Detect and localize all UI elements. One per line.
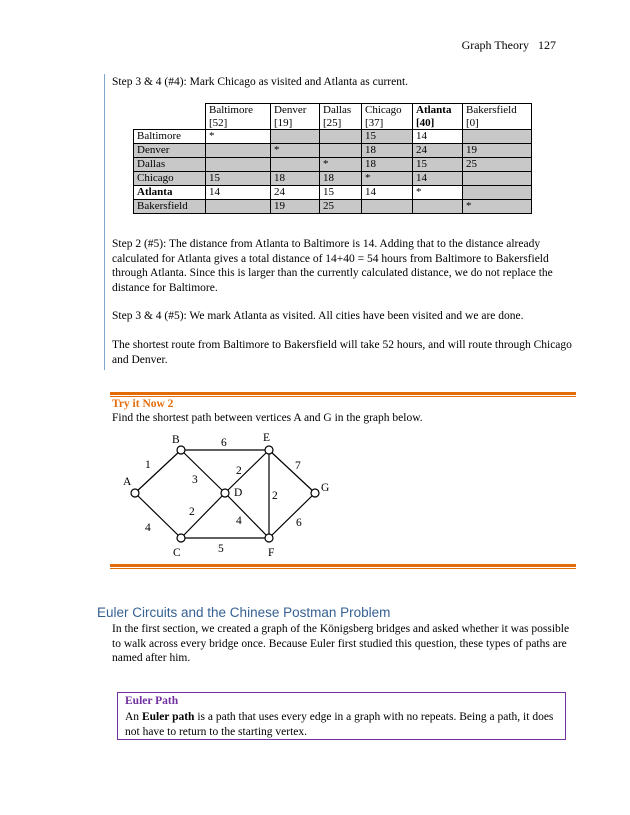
weight-d-f: 4 <box>236 515 242 527</box>
vertex-g <box>311 489 319 497</box>
try-it-top-rule-thin <box>110 396 576 397</box>
vertex-label-a: A <box>123 476 132 488</box>
row-label-denver: Denver <box>134 144 206 158</box>
weight-b-d: 3 <box>192 474 198 486</box>
vertex-b <box>177 446 185 454</box>
table-cell: 14 <box>362 186 413 200</box>
try-it-top-rule <box>110 392 576 395</box>
weight-c-f: 5 <box>218 543 224 555</box>
definition-title: Euler Path <box>125 695 179 707</box>
column-header-baltimore: Baltimore [52] <box>206 104 271 130</box>
table-row <box>134 200 532 214</box>
vertex-a <box>131 489 139 497</box>
table-cell: 15 <box>206 172 271 186</box>
conclusion-text: The shortest route from Baltimore to Bakersfield will take 52 hours, and will route through Chicago and Denver. <box>112 339 572 366</box>
edge-a-c <box>135 493 181 538</box>
weight-e-g: 7 <box>295 460 301 472</box>
table-cell: * <box>413 186 463 200</box>
table-cell <box>206 158 271 172</box>
try-it-text: Find the shortest path between vertices A and G in the graph below. <box>112 412 423 424</box>
column-header-dallas: Dallas [25] <box>320 104 362 130</box>
table-cell: 14 <box>206 186 271 200</box>
definition-text-prefix: An <box>125 711 142 723</box>
edge-d-e <box>225 450 269 493</box>
vertex-d <box>221 489 229 497</box>
table-cell: 25 <box>320 200 362 214</box>
vertex-e <box>265 446 273 454</box>
table-cell <box>206 144 271 158</box>
column-header-chicago: Chicago [37] <box>362 104 413 130</box>
table-cell: * <box>362 172 413 186</box>
definition-text <box>125 710 560 739</box>
table-cell: 25 <box>463 158 532 172</box>
step-2-text-5: Step 2 (#5): The distance from Atlanta to Baltimore is 14. Adding that to the distance already calculated for Atlanta gives a total distance of 14+40 = 54 hours from Baltimore to Bakersfield through Atlanta. Since this is larger than the currently calculated distance, we do not replace the distance for Baltimore. <box>112 238 553 294</box>
weight-f-g: 6 <box>296 517 302 529</box>
table-cell: 18 <box>362 158 413 172</box>
vertex-label-d: D <box>234 487 243 499</box>
column-header-denver: Denver [19] <box>271 104 320 130</box>
table-row <box>134 130 532 144</box>
page-number: 127 <box>538 38 556 52</box>
table-row <box>134 158 532 172</box>
graph-vertices <box>131 446 319 542</box>
step-3-4-text-4: Step 3 & 4 (#4): Mark Chicago as visited and Atlanta as current. <box>112 76 409 88</box>
weighted-graph <box>110 428 350 563</box>
table-cell: * <box>463 200 532 214</box>
table-cell <box>271 158 320 172</box>
table-cell: * <box>206 130 271 144</box>
table-cell: 15 <box>413 158 463 172</box>
table-cell <box>271 130 320 144</box>
weight-c-d: 2 <box>189 506 195 518</box>
table-cell: 18 <box>362 144 413 158</box>
example-sidebar-line <box>104 74 105 370</box>
table-cell: * <box>271 144 320 158</box>
row-label-atlanta: Atlanta <box>134 186 206 200</box>
table-cell <box>362 200 413 214</box>
weight-b-e: 6 <box>221 437 227 449</box>
vertex-label-g: G <box>321 482 330 494</box>
try-it-title: Try it Now 2 <box>112 398 174 410</box>
step-3-4-text-5: Step 3 & 4 (#5): We mark Atlanta as visited. All cities have been visited and we are done. <box>112 310 524 322</box>
row-label-chicago: Chicago <box>134 172 206 186</box>
vertex-label-c: C <box>173 547 181 559</box>
edge-e-g <box>269 450 315 493</box>
table-cell <box>463 172 532 186</box>
vertex-c <box>177 534 185 542</box>
edge-a-b <box>135 450 181 493</box>
table-cell: 24 <box>413 144 463 158</box>
table-header-row <box>134 104 532 130</box>
table-row <box>134 172 532 186</box>
table-cell: 18 <box>271 172 320 186</box>
table-cell <box>463 186 532 200</box>
try-it-bottom-rule-thin <box>110 568 576 569</box>
edge-b-d <box>181 450 225 493</box>
row-label-dallas: Dallas <box>134 158 206 172</box>
distance-table <box>133 103 532 214</box>
weight-a-b: 1 <box>145 459 151 471</box>
page-header <box>462 38 556 53</box>
table-row <box>134 144 532 158</box>
vertex-label-f: F <box>268 547 275 559</box>
edge-c-d <box>181 493 225 538</box>
chapter-title: Graph Theory <box>461 38 529 52</box>
column-header-bakersfield: Bakersfield [0] <box>463 104 532 130</box>
row-label-baltimore: Baltimore <box>134 130 206 144</box>
table-cell: 15 <box>320 186 362 200</box>
table-cell: 15 <box>362 130 413 144</box>
table-cell: 19 <box>463 144 532 158</box>
section-body-text: In the first section, we created a graph of the Königsberg bridges and asked whether it was possible to walk across every bridge once. Because Euler first studied this question, these types of paths are named after him. <box>112 623 570 664</box>
table-cell: 24 <box>271 186 320 200</box>
vertex-label-e: E <box>263 432 271 444</box>
weight-e-f: 2 <box>272 490 278 502</box>
try-it-bottom-rule <box>110 564 576 567</box>
table-cell: 19 <box>271 200 320 214</box>
weight-d-e: 2 <box>236 465 242 477</box>
table-corner-cell <box>134 104 206 130</box>
weight-a-c: 4 <box>145 522 151 534</box>
definition-term: Euler path <box>141 711 195 723</box>
table-cell <box>413 200 463 214</box>
vertex-f <box>265 534 273 542</box>
table-cell <box>463 130 532 144</box>
table-cell <box>206 200 271 214</box>
column-header-atlanta: Atlanta [40] <box>413 104 463 130</box>
table-cell <box>320 144 362 158</box>
table-cell: * <box>320 158 362 172</box>
table-cell: 18 <box>320 172 362 186</box>
definition-text-suffix: is a path that uses every edge in a graph with no repeats. Being a path, it does not have to return to the starting vertex. <box>125 711 554 738</box>
table-cell <box>320 130 362 144</box>
table-row <box>134 186 532 200</box>
vertex-label-b: B <box>172 434 180 446</box>
row-label-bakersfield: Bakersfield <box>134 200 206 214</box>
table-cell: 14 <box>413 130 463 144</box>
section-heading: Euler Circuits and the Chinese Postman Problem <box>97 605 391 620</box>
table-cell: 14 <box>413 172 463 186</box>
edge-d-f <box>225 493 269 538</box>
